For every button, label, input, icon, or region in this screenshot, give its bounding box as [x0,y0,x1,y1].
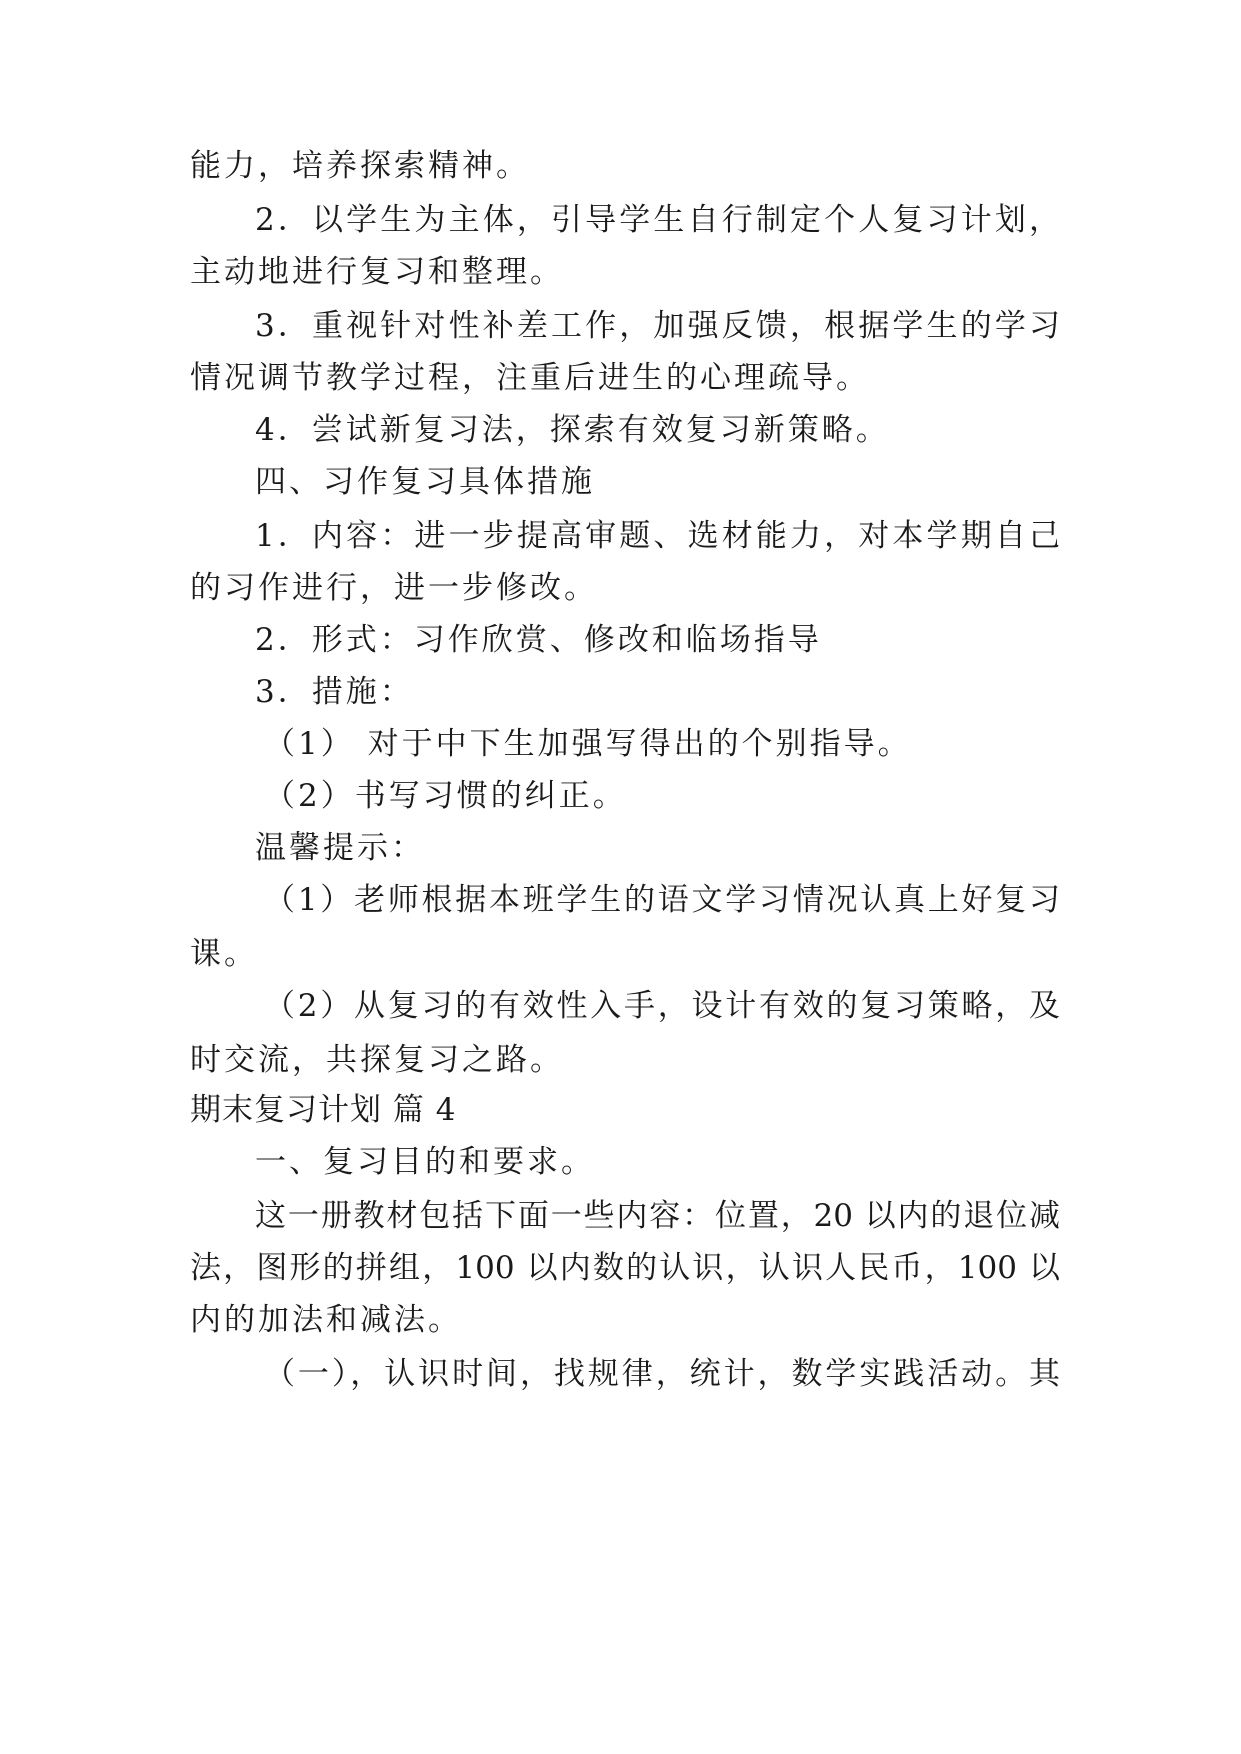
text-line: 这一册教材包括下面一些内容：位置，20 以内的退位减 [255,1198,1060,1234]
text-line: 2．形式：习作欣赏、修改和临场指导 [255,622,822,658]
text-line: （2）从复习的有效性入手，设计有效的复习策略，及 [264,988,1060,1024]
text-line: 能力，培养探索精神。 [190,148,530,184]
text-line: 情况调节教学过程，注重后进生的心理疏导。 [190,360,870,396]
text-line: 内的加法和减法。 [190,1302,462,1338]
text-line: 课。 [190,936,258,972]
text-line: 3．重视针对性补差工作，加强反馈，根据学生的学习 [255,308,1060,344]
section-heading: 四、习作复习具体措施 [255,464,595,500]
text-line: 4．尝试新复习法，探索有效复习新策略。 [255,412,890,448]
text-line: 温馨提示： [255,830,425,866]
text-line: （1） 对于中下生加强写得出的个别指导。 [264,726,912,762]
text-line: 法，图形的拼组，100 以内数的认识，认识人民币，100 以 [190,1250,1060,1286]
text-line: 1．内容：进一步提高审题、选材能力，对本学期自己 [255,518,1060,554]
text-line: （一），认识时间，找规律，统计，数学实践活动。其 [264,1356,1060,1392]
section-heading: 一、复习目的和要求。 [255,1144,595,1180]
text-line: 主动地进行复习和整理。 [190,254,564,290]
text-line: 2．以学生为主体，引导学生自行制定个人复习计划， [255,202,1060,238]
text-line: （1）老师根据本班学生的语文学习情况认真上好复习 [264,882,1060,918]
text-line: 时交流，共探复习之路。 [190,1042,564,1078]
section-title: 期末复习计划 篇 4 [190,1092,457,1128]
text-line: 的习作进行，进一步修改。 [190,570,598,606]
text-line: （2）书写习惯的纠正。 [264,778,627,814]
text-line: 3．措施： [255,674,414,710]
